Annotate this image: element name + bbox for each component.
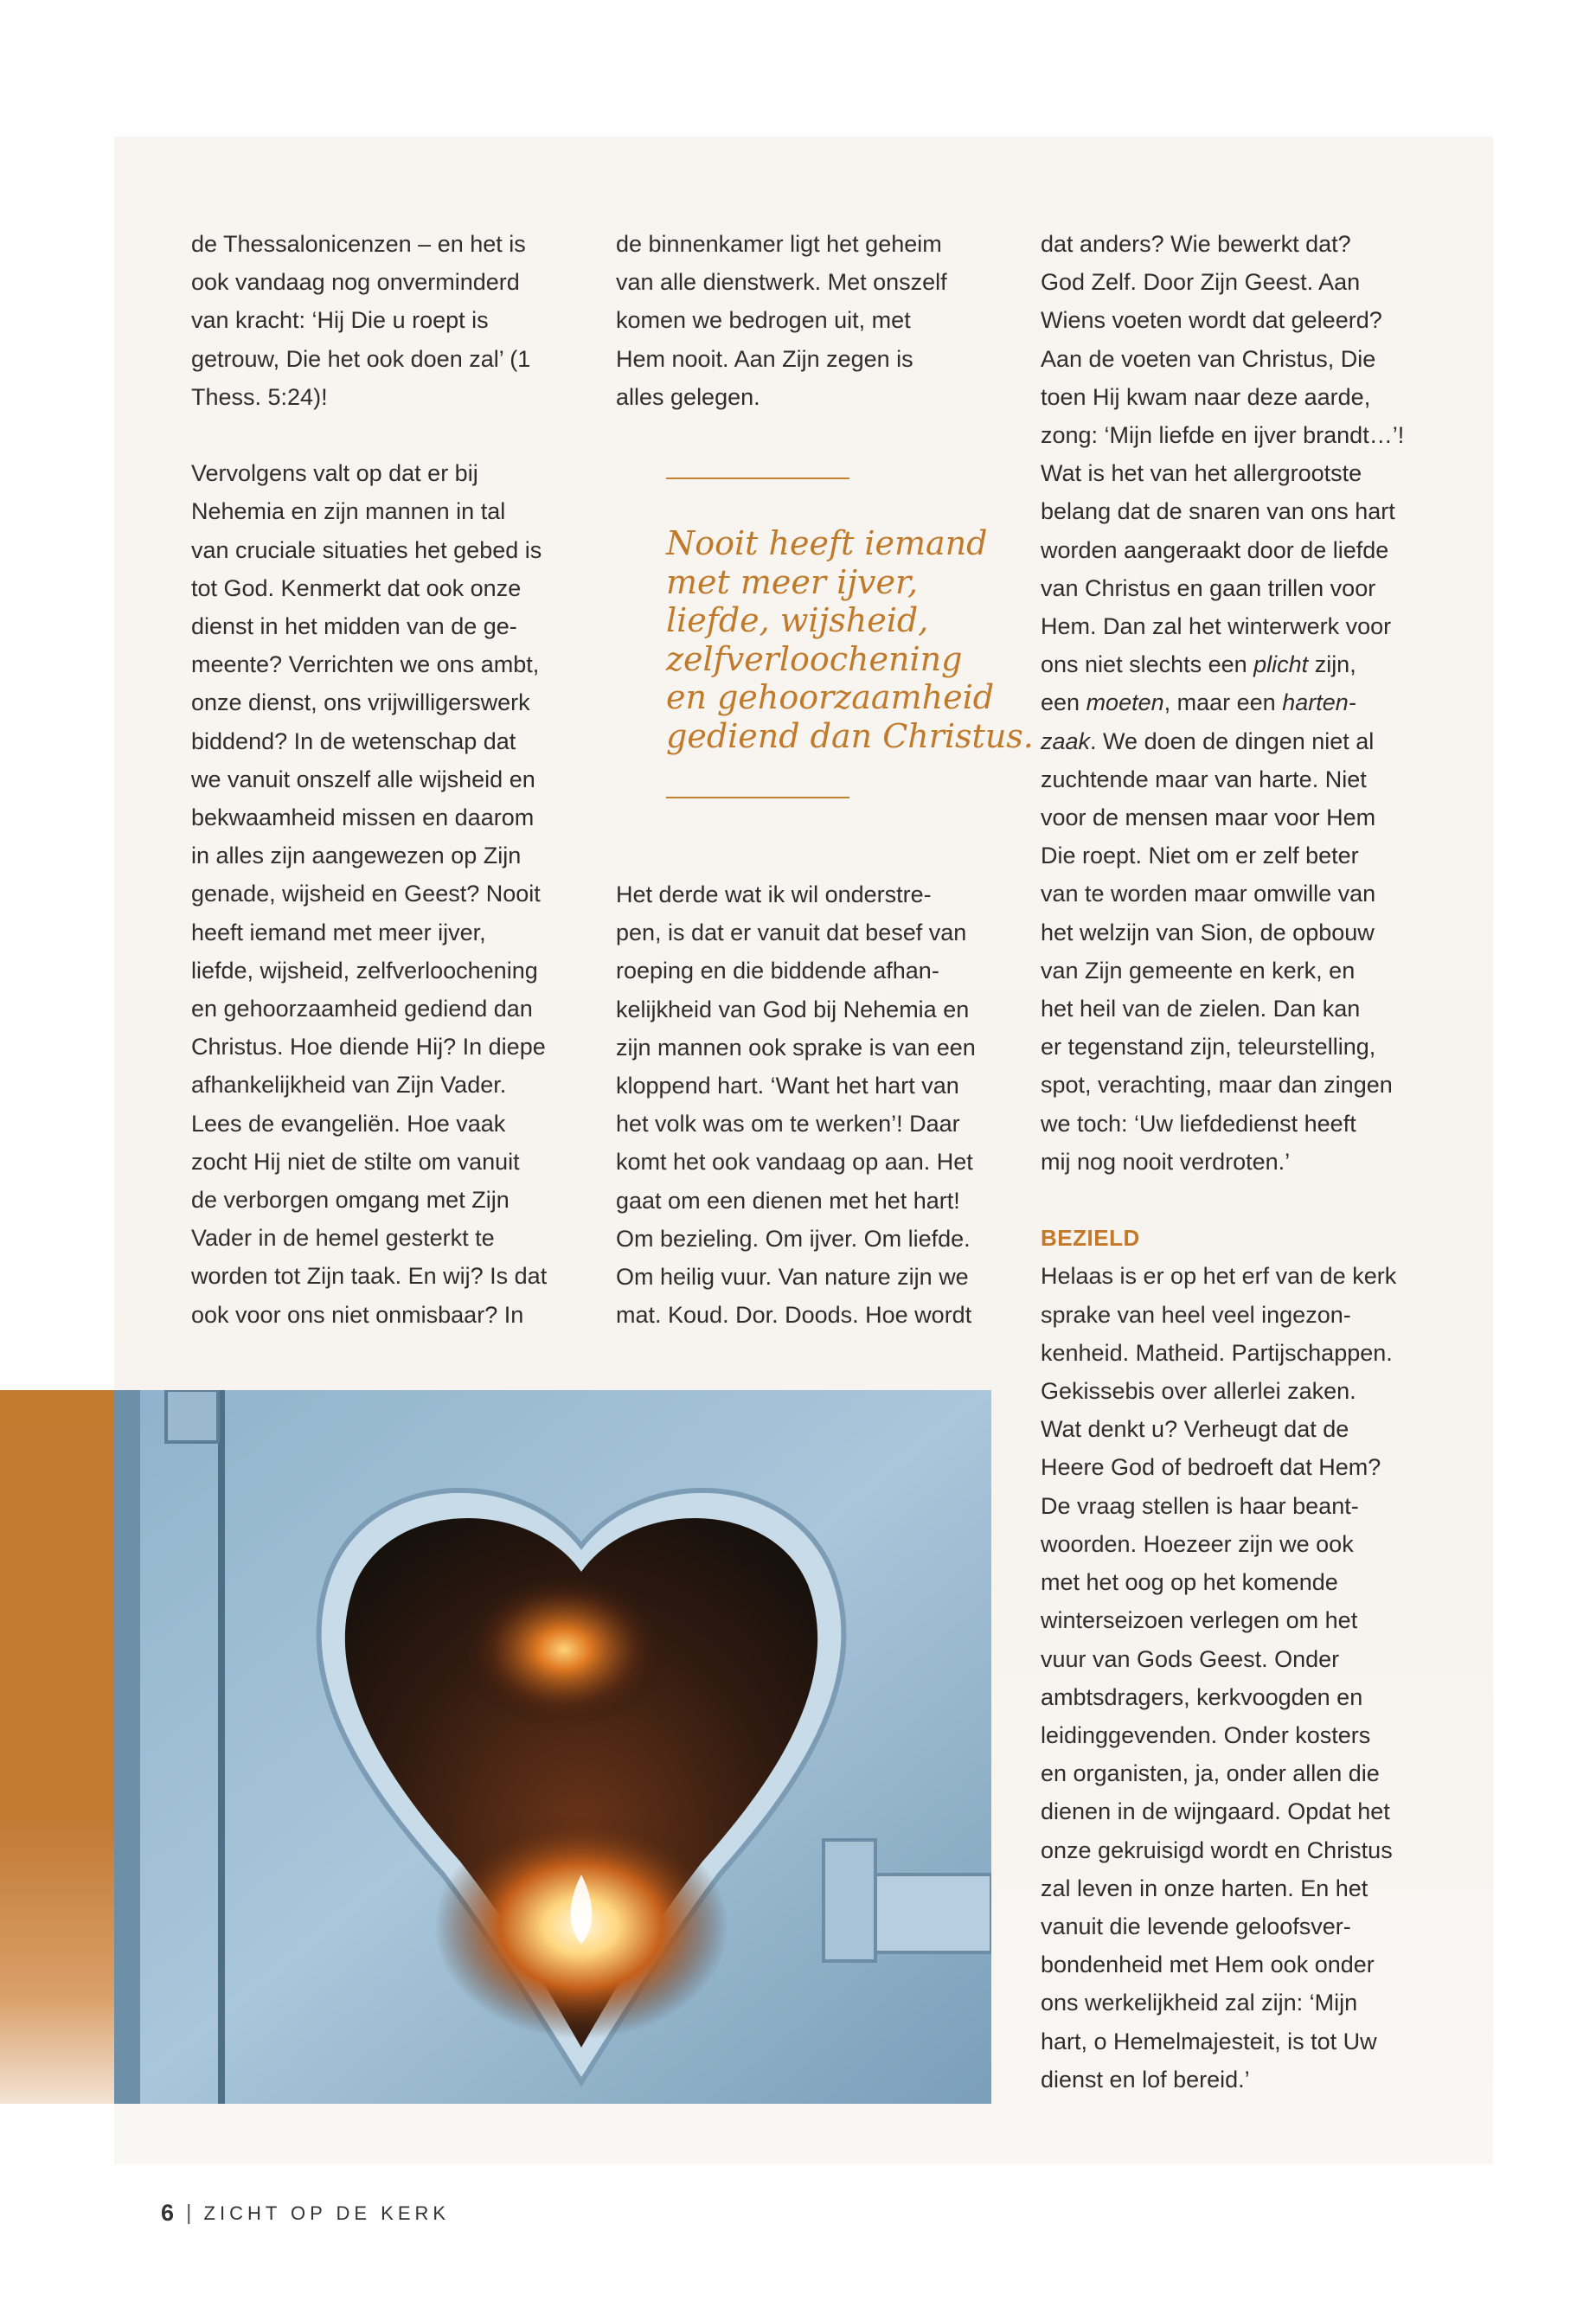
text-line: Vervolgens valt op dat er bij [191,460,478,487]
text-line: van cruciale situaties het gebed is [191,536,542,563]
text-line: en gehoorzaamheid gediend dan [191,996,533,1022]
text-line: getrouw, Die het ook doen zal’ (1 [191,345,531,372]
text-line: Nooit heeft iemand [666,524,988,562]
text-line: worden tot Zijn taak. En wij? Is dat [191,1263,548,1290]
text-line: en organisten, ja, onder allen die [1041,1760,1380,1787]
column-1 [191,225,572,1334]
pull-quote-top-rule [666,478,849,479]
text-line: ambtsdragers, kerkvoogden en [1041,1683,1363,1710]
text-line: gediend dan Christus. [666,716,1034,755]
text-line: kelijkheid van God bij Nehemia en [616,996,970,1022]
text-line: met meer ijver, [666,562,919,601]
text-line: het heil van de zielen. Dan kan [1041,996,1361,1022]
text-line: woorden. Hoezeer zijn we ook [1041,1530,1354,1557]
text-line: ons werkelijkheid zal zijn: ‘Mijn [1041,1990,1358,2016]
col2-paragraph-2 [616,875,1022,1334]
text-line: dienst en lof bereid.’ [1041,2066,1250,2093]
text-line: van te worden maar omwille van [1041,881,1376,907]
text-line: toen Hij kwam naar deze aarde, [1041,383,1371,410]
text-line: onze gekruisigd wordt en Christus [1041,1836,1393,1863]
col3-paragraph-1 [1041,225,1439,645]
column-3 [1041,225,1439,2099]
page-number: 6 [161,2200,175,2226]
text-line: kloppend hart. ‘Want het hart van [616,1073,959,1099]
text-line: ook voor ons niet onmisbaar? In [191,1301,524,1328]
text-line: komen we bedrogen uit, met [616,307,911,334]
heart-lantern-candle-icon [114,1390,991,2104]
text-line: de Thessalonicenzen – en het is [191,231,526,257]
text-line: vuur van Gods Geest. Onder [1041,1645,1340,1672]
text-line: spot, verachting, maar dan zingen [1041,1072,1393,1099]
text-line: Die roept. Niet om er zelf beter [1041,843,1359,869]
section-heading: BEZIELD [1041,1225,1140,1252]
text-line: Hem nooit. Aan Zijn zegen is [616,345,913,372]
text-line: van Christus en gaan trillen voor [1041,574,1376,601]
text-line: zocht Hij niet de stilte om vanuit [191,1148,520,1175]
text-line: Vader in de hemel gesterkt te [191,1225,495,1252]
text-line: mij nog nooit verdroten.’ [1041,1148,1291,1175]
text-line: ook vandaag nog onverminderd [191,269,520,296]
text-line: Wat denkt u? Verheugt dat de [1041,1416,1349,1443]
text-line: de verborgen omgang met Zijn [191,1187,510,1214]
text-line: van kracht: ‘Hij Die u roept is [191,307,489,334]
text-line: onze dienst, ons vrijwilligerswerk [191,689,530,716]
text-line: we vanuit onszelf alle wijsheid en [191,766,535,792]
text-line: we toch: ‘Uw liefdedienst heeft [1041,1110,1356,1137]
text-line: heeft iemand met meer ijver, [191,919,486,945]
text-line: hart, o Hemelmajesteit, is tot Uw [1041,2028,1377,2054]
text-line: Lees de evangeliën. Hoe vaak [191,1110,506,1137]
text-line: alles gelegen. [616,383,760,410]
text-line: dienst in het midden van de ge- [191,613,517,640]
text-line: tot God. Kenmerkt dat ook onze [191,574,522,601]
text-line: roeping en die biddende afhan- [616,958,939,984]
text-line: bondenheid met Hem ook onder [1041,1952,1375,1978]
text-line: de binnenkamer ligt het geheim [616,231,942,257]
text-line: dat anders? Wie bewerkt dat? [1041,231,1351,257]
text-line: sprake van heel veel ingezon- [1041,1301,1351,1328]
text-line: pen, is dat er vanuit dat besef van [616,920,967,946]
col3-line-zaak: zaak. We doen de dingen niet al [1041,727,1375,754]
pull-quote-text [666,524,1034,755]
text-line: Thess. 5:24)! [191,383,328,410]
text-line: Gekissebis over allerlei zaken. [1041,1378,1356,1405]
text-line: gaat om een dienen met het hart! [616,1187,960,1214]
text-line: Christus. Hoe diende Hij? In diepe [191,1034,546,1061]
text-line: worden aangeraakt door de liefde [1041,536,1389,563]
pull-quote-bottom-rule [666,797,849,798]
text-line: liefde, wijsheid, zelfverloochening [191,957,538,984]
text-line: vanuit die levende geloofsver- [1041,1913,1351,1939]
text-line: Helaas is er op het erf van de kerk [1041,1263,1397,1290]
page-footer [161,2200,450,2227]
text-line: Om heilig vuur. Van nature zijn we [616,1264,969,1291]
text-line: biddend? In de wetenschap dat [191,727,516,754]
text-line: van alle dienstwerk. Met onszelf [616,269,947,296]
text-line: genade, wijsheid en Geest? Nooit [191,881,541,907]
text-line: dienen in de wijngaard. Opdat het [1041,1798,1390,1825]
col1-paragraph-2 [191,454,572,1334]
text-line: in alles zijn aangewezen op Zijn [191,843,522,869]
heart-lantern-photo [114,1390,991,2104]
text-line: voor de mensen maar voor Hem [1041,804,1376,831]
col3-line-moeten: een moeten, maar een harten- [1041,689,1356,716]
text-line: liefde, wijsheid, [666,601,929,639]
text-line: meente? Verrichten we ons ambt, [191,651,540,678]
text-line: Wiens voeten wordt dat geleerd? [1041,307,1382,334]
pull-quote [666,478,1034,798]
text-line: zal leven in onze harten. En het [1041,1875,1368,1901]
text-line: Om bezieling. Om ijver. Om liefde. [616,1225,971,1252]
text-line: er tegenstand zijn, teleurstelling, [1041,1034,1376,1061]
text-line: Aan de voeten van Christus, Die [1041,345,1376,372]
text-line: zong: ‘Mijn liefde en ijver brandt…’! [1041,422,1405,449]
text-line: belang dat de snaren van ons hart [1041,498,1395,525]
column-2 [616,225,1022,416]
text-line: met het oog op het komende [1041,1569,1338,1596]
text-line: Nehemia en zijn mannen in tal [191,498,506,525]
text-line: en gehoorzaamheid [666,678,995,716]
text-line: Wat is het van het allergrootste [1041,460,1362,487]
text-line: afhankelijkheid van Zijn Vader. [191,1072,507,1099]
text-line: bekwaamheid missen en daarom [191,804,535,831]
text-line: kenheid. Matheid. Partijschappen. [1041,1339,1393,1366]
col3-line-plicht: ons niet slechts een plicht zijn, [1041,651,1356,678]
text-line: zelfverloochening [666,639,963,678]
col3-paragraph-1-rest [1041,760,1439,1181]
footer-separator: | [186,2201,192,2225]
col1-paragraph-1 [191,225,572,416]
text-line: mat. Koud. Dor. Doods. Hoe wordt [616,1302,972,1329]
column-2-continued [616,875,1022,1334]
text-line: God Zelf. Door Zijn Geest. Aan [1041,269,1361,296]
magazine-title: ZICHT OP DE KERK [203,2202,451,2224]
text-line: Het derde wat ik wil onderstre- [616,881,932,907]
text-line: winterseizoen verlegen om het [1041,1607,1358,1634]
text-line: komt het ook vandaag op aan. Het [616,1149,973,1176]
text-line: zijn mannen ook sprake is van een [616,1034,976,1061]
col3-paragraph-2 [1041,1257,1439,2098]
text-line: het volk was om te werken’! Daar [616,1111,960,1138]
text-line: Hem. Dan zal het winterwerk voor [1041,613,1392,640]
text-line: De vraag stellen is haar beant- [1041,1492,1359,1519]
text-line: het welzijn van Sion, de opbouw [1041,919,1375,945]
text-line: Heere God of bedroeft dat Hem? [1041,1454,1381,1481]
text-line: leidinggevenden. Onder kosters [1041,1721,1371,1748]
text-line: van Zijn gemeente en kerk, en [1041,957,1356,984]
col2-paragraph-1 [616,225,1022,416]
text-line: zuchtende maar van harte. Niet [1041,766,1367,792]
